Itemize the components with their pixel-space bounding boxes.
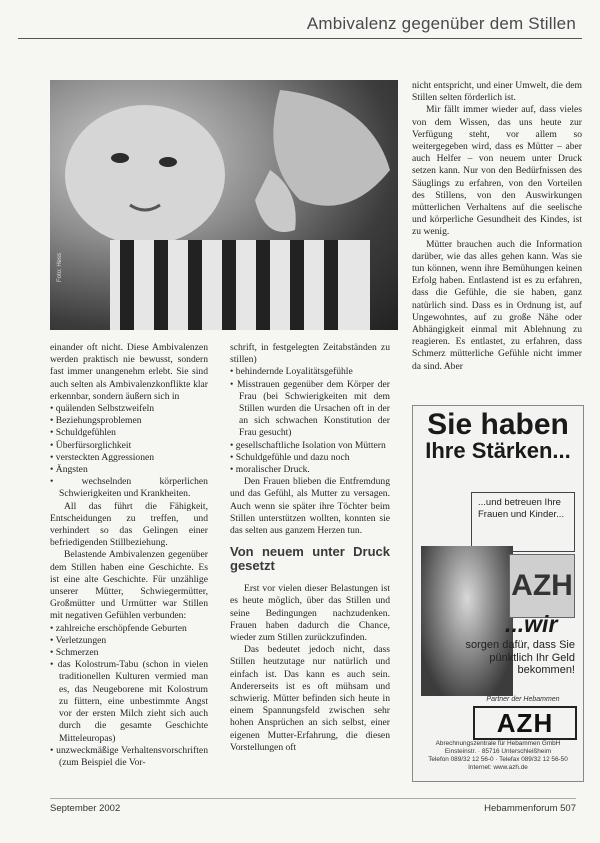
list-item: • Beziehungsproblemen [50, 415, 208, 427]
paragraph: Mütter brauchen auch die Information darüber, wie das alles gehen kann. Was sie tun können, wenn ihre Bemühungen keinen Erfolg haben. Entlastend ist es zu erfahren, dass die Gefühle, die sie haben, ganz natürlich sind. Dass es in Ordnung ist, auf Ungewohntes, auf zu große Nähe oder Abhängigkeit einmal mit Ablehnung zu reagieren. Es entlastet, zu erfahren, dass Schmerz mütterliche Gefühle nicht immer da sind. Aber [412, 238, 582, 372]
baby-photo [50, 80, 398, 330]
list-item: • Schuldgefühlen [50, 427, 208, 439]
ad-contact-line: Internet: www.azh.de [468, 764, 528, 771]
list-item: • zahlreiche erschöpfende Geburten [50, 623, 208, 635]
paragraph: nicht entspricht, und einer Umwelt, die dem Stillen selten förderlich ist. [412, 80, 582, 104]
ad-headline-line1: Sie haben [427, 408, 569, 441]
ad-azh-photo [509, 554, 575, 618]
paragraph: Belastende Ambivalenzen gegenüber dem Stillen haben eine Geschichte. Es ist eine alte Geschichte. Für unzählige unserer Mütter, Schwiegermütter, Großmütter und Urmütter war Stillen mit negativen Gefühlen verbunden: [50, 549, 208, 622]
ad-contact-line: Abrechnungszentrale für Hebammen GmbH [435, 740, 561, 747]
list-item: • Schmerzen [50, 647, 208, 659]
ad-sponsor-line: Partner der Hebammen [486, 696, 560, 703]
paragraph: Mir fällt immer wieder auf, dass vieles von dem Wissen, das uns heute zur Verfügung steht, vor allem so weitergegeben wird, dass es Mütter – aber auch Helfer – von neuem unter Druck setzen kann. Nur von den Bedürfnissen des Säuglings zu erfahren, von den Vorteilen des Stillens, von den Auswirkungen mütterlichen Verhaltens auf die seelische und körperliche Gesundheit des Kindes, ist zu wenig. [412, 104, 582, 238]
list-item: • moralischer Druck. [230, 464, 390, 476]
bullet-list [230, 366, 390, 476]
footer-page-number: Hebammenforum 507 [484, 803, 576, 814]
bullet-list [50, 403, 208, 501]
list-item: • gesellschaftliche Isolation von Müttern [230, 440, 390, 452]
azh-logo: AZH [473, 706, 577, 740]
text-column-1 [50, 342, 208, 769]
paragraph: Das bedeutet jedoch nicht, dass Stillen heutzutage nur natürlich und einfach ist. Das kann es auch sein. Andererseits ist es oft mühsam und schwierig. Mütter befinden sich heute in einem Spannungsfeld zwischen sehr hohen Ansprüchen an sich selbst, einer eigenen Mutter-Erfahrung, die diesen Vorstellungen oft [230, 644, 390, 753]
list-item: • versteckten Aggressionen [50, 452, 208, 464]
paragraph: Den Frauen blieben die Entfremdung und das Gefühl, als Mutter zu versagen. Auch wenn sie später ihre Töchter beim Stillen unterstützen wollten, konnten sie das selten aus ganzem Herzen tun. [230, 476, 390, 537]
list-item: • quälenden Selbstzweifeln [50, 403, 208, 415]
footer-divider [50, 798, 576, 799]
photo-credit: Foto: Hess [57, 252, 63, 282]
text-column-2 [230, 342, 390, 754]
bullet-list [50, 623, 208, 769]
list-item: • behindernde Loyalitätsgefühle [230, 366, 390, 378]
ad-wir-text: ...wir [505, 611, 558, 637]
list-item: • Verletzungen [50, 635, 208, 647]
ad-contact-line: Einsteinstr. · 85716 Unterschleißheim [444, 748, 552, 755]
section-title: Ambivalenz gegenüber dem Stillen [306, 14, 576, 33]
section-subheading: Von neuem unter Druck gesetzt [230, 544, 390, 574]
list-item: • Ängsten [50, 464, 208, 476]
ad-headline-line2: Ihre Stärken... [425, 438, 571, 463]
paragraph: Erst vor vielen dieser Belastungen ist es heute möglich, über das Stillen und seine Bedingungen nachzudenken. Frauen haben dadurch die Chance, wieder zum Stillen zurückzufinden. [230, 583, 390, 644]
baby-photo-illustration [50, 80, 398, 330]
footer-date: September 2002 [50, 803, 121, 814]
paragraph: schrift, in festgelegten Zeitabständen zu stillen) [230, 342, 390, 366]
list-item: • das Kolostrum-Tabu (schon in vielen traditionellen Kulturen vermied man es, das Neugeborene mit Kolostrum zu füttern, eine unbestimmte Angst vor der ersten Milch zieht sich auch durch die gesamte Geschichte Mitteleuropas) [50, 659, 208, 744]
azh-advertisement [412, 405, 584, 782]
text-column-3 [412, 80, 582, 373]
ad-claim: sorgen dafür, dass Sie pünktlich Ihr Geld bekommen! [465, 639, 575, 676]
ad-contact [421, 740, 575, 772]
list-item: • Schuldgefühle und dazu noch [230, 452, 390, 464]
paragraph: All das führt die Fähigkeit, Entscheidungen zu treffen, und verhindert so das Gelingen einer befriedigenden Stillbeziehung. [50, 500, 208, 549]
azh-photo-logo: AZH [511, 569, 573, 602]
ad-contact-line: Telefon 089/32 12 56-0 · Telefax 089/32 12 56-50 [428, 756, 568, 763]
paragraph: einander oft nicht. Diese Ambivalenzen werden praktisch nie bewusst, sondern fast immer unangenehm erlebt. Sie sind auch selten als Ambivalenzkonflikte klar erkennbar, sondern äußern sich in [50, 342, 208, 402]
header-divider [18, 38, 582, 39]
ad-headline [423, 408, 573, 464]
list-item: • wechselnden körperlichen Schwierigkeiten und Krankheiten. [50, 476, 208, 500]
ad-tagline-box: ...und betreuen Ihre Frauen und Kinder... [471, 492, 575, 552]
list-item: • Misstrauen gegenüber dem Körper der Frau (bei Schwierigkeiten mit dem Stillen wurden die Ursachen oft in der an sich schwachen Konstitution der Frau gesucht) [230, 379, 390, 440]
list-item: • Überfürsorglichkeit [50, 440, 208, 452]
list-item: • unzweckmäßige Verhaltensvorschriften (zum Beispiel die Vor- [50, 745, 208, 769]
